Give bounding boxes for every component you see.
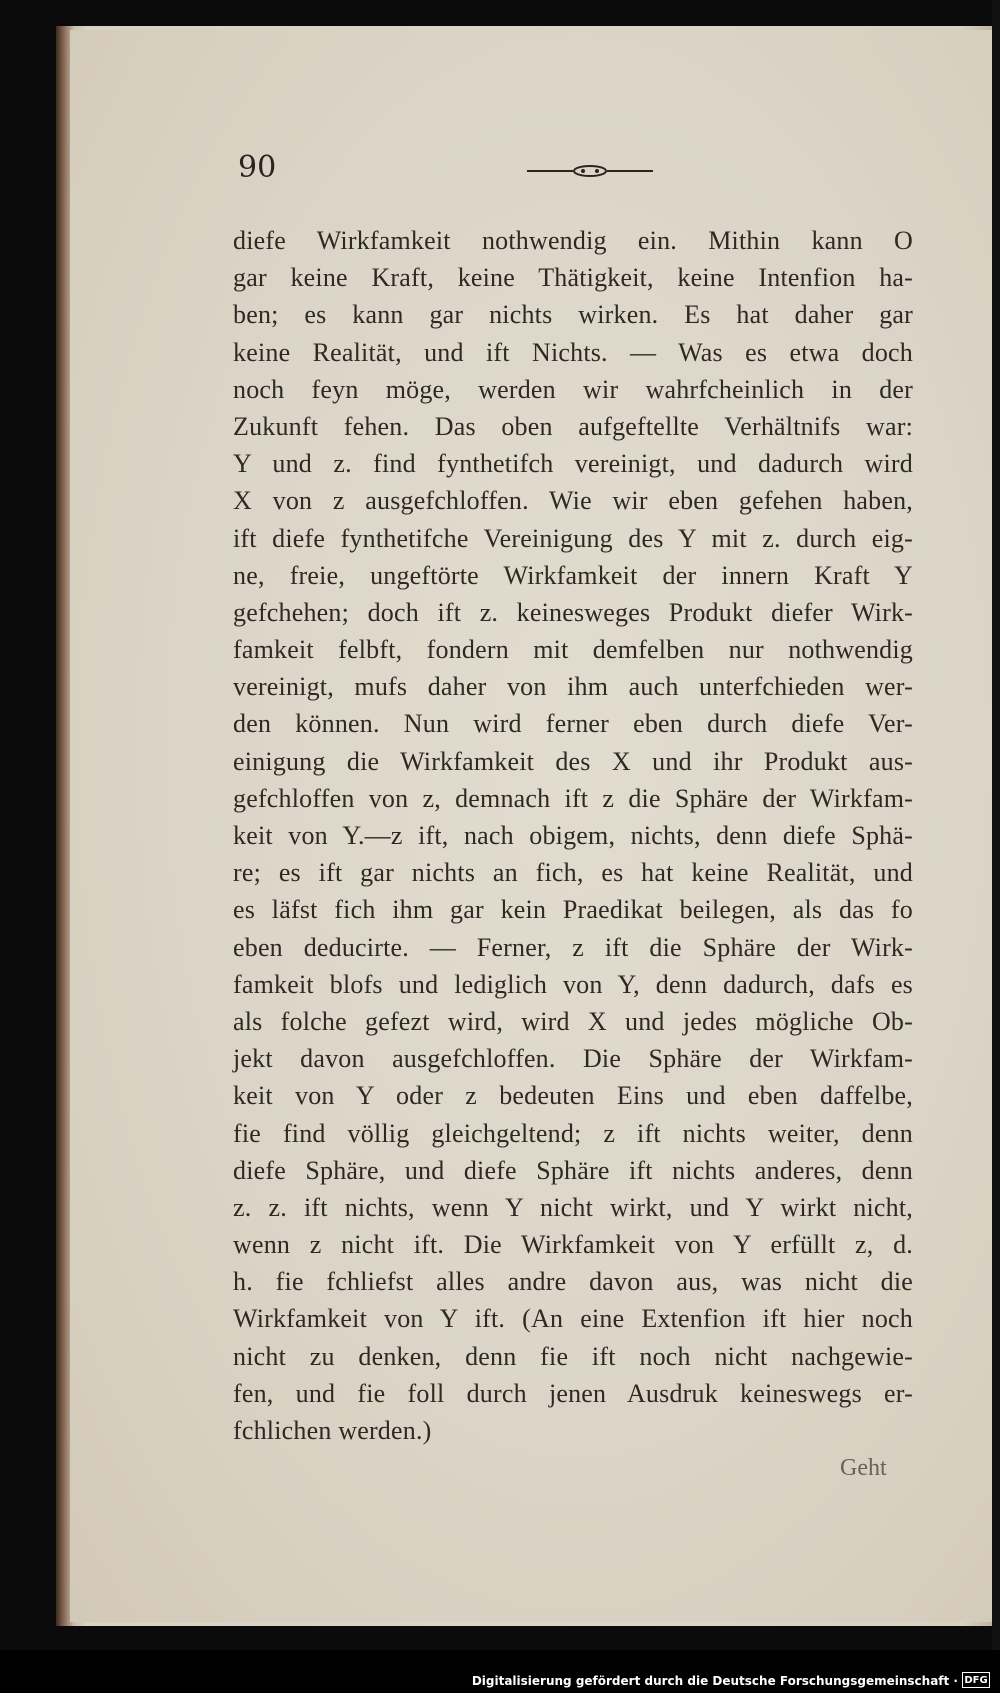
text-line: X von z ausgefchloffen. Wie wir eben gefehen haben, xyxy=(233,486,913,516)
text-line: keine Realität, und ift Nichts. — Was es etwa doch xyxy=(233,337,913,367)
page-number: 90 xyxy=(238,150,277,185)
page-text xyxy=(233,222,913,1449)
catchword: Geht xyxy=(840,1455,887,1481)
text-line: gefchloffen von z, demnach ift z die Sphäre der Wirkfam- xyxy=(233,783,913,813)
text-line: keit von Y oder z bedeuten Eins und eben daffelbe, xyxy=(233,1081,913,1111)
text-line: ben; es kann gar nichts wirken. Es hat daher gar xyxy=(233,300,913,330)
text-line: famkeit felbft, fondern mit demfelben nur nothwendig xyxy=(233,635,913,665)
text-line: re; es ift gar nichts an fich, es hat keine Realität, und xyxy=(233,858,913,888)
scan-right-edge xyxy=(992,0,1000,1650)
text-line: fchlichen werden.) xyxy=(233,1416,432,1445)
text-line: nicht zu denken, denn fie ift noch nicht nachgewie- xyxy=(233,1341,913,1371)
text-line: vereinigt, mufs daher von ihm auch unterfchieden wer- xyxy=(233,672,913,702)
text-line: Zukunft fehen. Das oben aufgeftellte Verhältnifs war: xyxy=(233,411,913,441)
text-line: noch feyn möge, werden wir wahrfcheinlich in der xyxy=(233,374,913,404)
text-line: fen, und fie foll durch jenen Ausdruk keineswegs er- xyxy=(233,1378,913,1408)
text-line: jekt davon ausgefchloffen. Die Sphäre der Wirkfam- xyxy=(233,1044,913,1074)
text-line: h. fie fchliefst alles andre davon aus, was nicht die xyxy=(233,1267,913,1297)
text-line: gar keine Kraft, keine Thätigkeit, keine Intenfion ha- xyxy=(233,263,913,293)
text-line: Wirkfamkeit von Y ift. (An eine Extenfion ift hier noch xyxy=(233,1304,913,1334)
text-line: gefchehen; doch ift z. keinesweges Produkt diefer Wirk- xyxy=(233,597,913,627)
text-line: Y und z. find fynthetifch vereinigt, und dadurch wird xyxy=(233,449,913,479)
text-line: als folche gefezt wird, wird X und jedes mögliche Ob- xyxy=(233,1006,913,1036)
header-ornament-icon xyxy=(525,160,655,182)
text-line: ift diefe fynthetifche Vereinigung des Y mit z. durch eig- xyxy=(233,523,913,553)
footer-credit: Digitalisierung gefördert durch die Deutsche Forschungsgemeinschaft · xyxy=(471,1674,958,1688)
text-line: z. z. ift nichts, wenn Y nicht wirkt, und Y wirkt nicht, xyxy=(233,1192,913,1222)
text-line: es läfst fich ihm gar kein Praedikat beilegen, als das fo xyxy=(233,895,913,925)
text-line: famkeit blofs und lediglich von Y, denn dadurch, dafs es xyxy=(233,969,913,999)
text-line: eben deducirte. — Ferner, z ift die Sphäre der Wirk- xyxy=(233,932,913,962)
text-line: einigung die Wirkfamkeit des X und ihr Produkt aus- xyxy=(233,746,913,776)
text-line: fie find völlig gleichgeltend; z ift nichts weiter, denn xyxy=(233,1118,913,1148)
text-line: ne, freie, ungeftörte Wirkfamkeit der innern Kraft Y xyxy=(233,560,913,590)
text-line: keit von Y.—z ift, nach obigem, nichts, denn diefe Sphä- xyxy=(233,821,913,850)
text-line: diefe Sphäre, und diefe Sphäre ift nichts anderes, denn xyxy=(233,1155,913,1185)
dfg-logo-icon: DFG xyxy=(962,1672,990,1688)
text-line: diefe Wirkfamkeit nothwendig ein. Mithin kann O xyxy=(233,226,913,255)
text-line: den können. Nun wird ferner eben durch diefe Ver- xyxy=(233,709,913,739)
text-line: wenn z nicht ift. Die Wirkfamkeit von Y erfüllt z, d. xyxy=(233,1230,913,1260)
